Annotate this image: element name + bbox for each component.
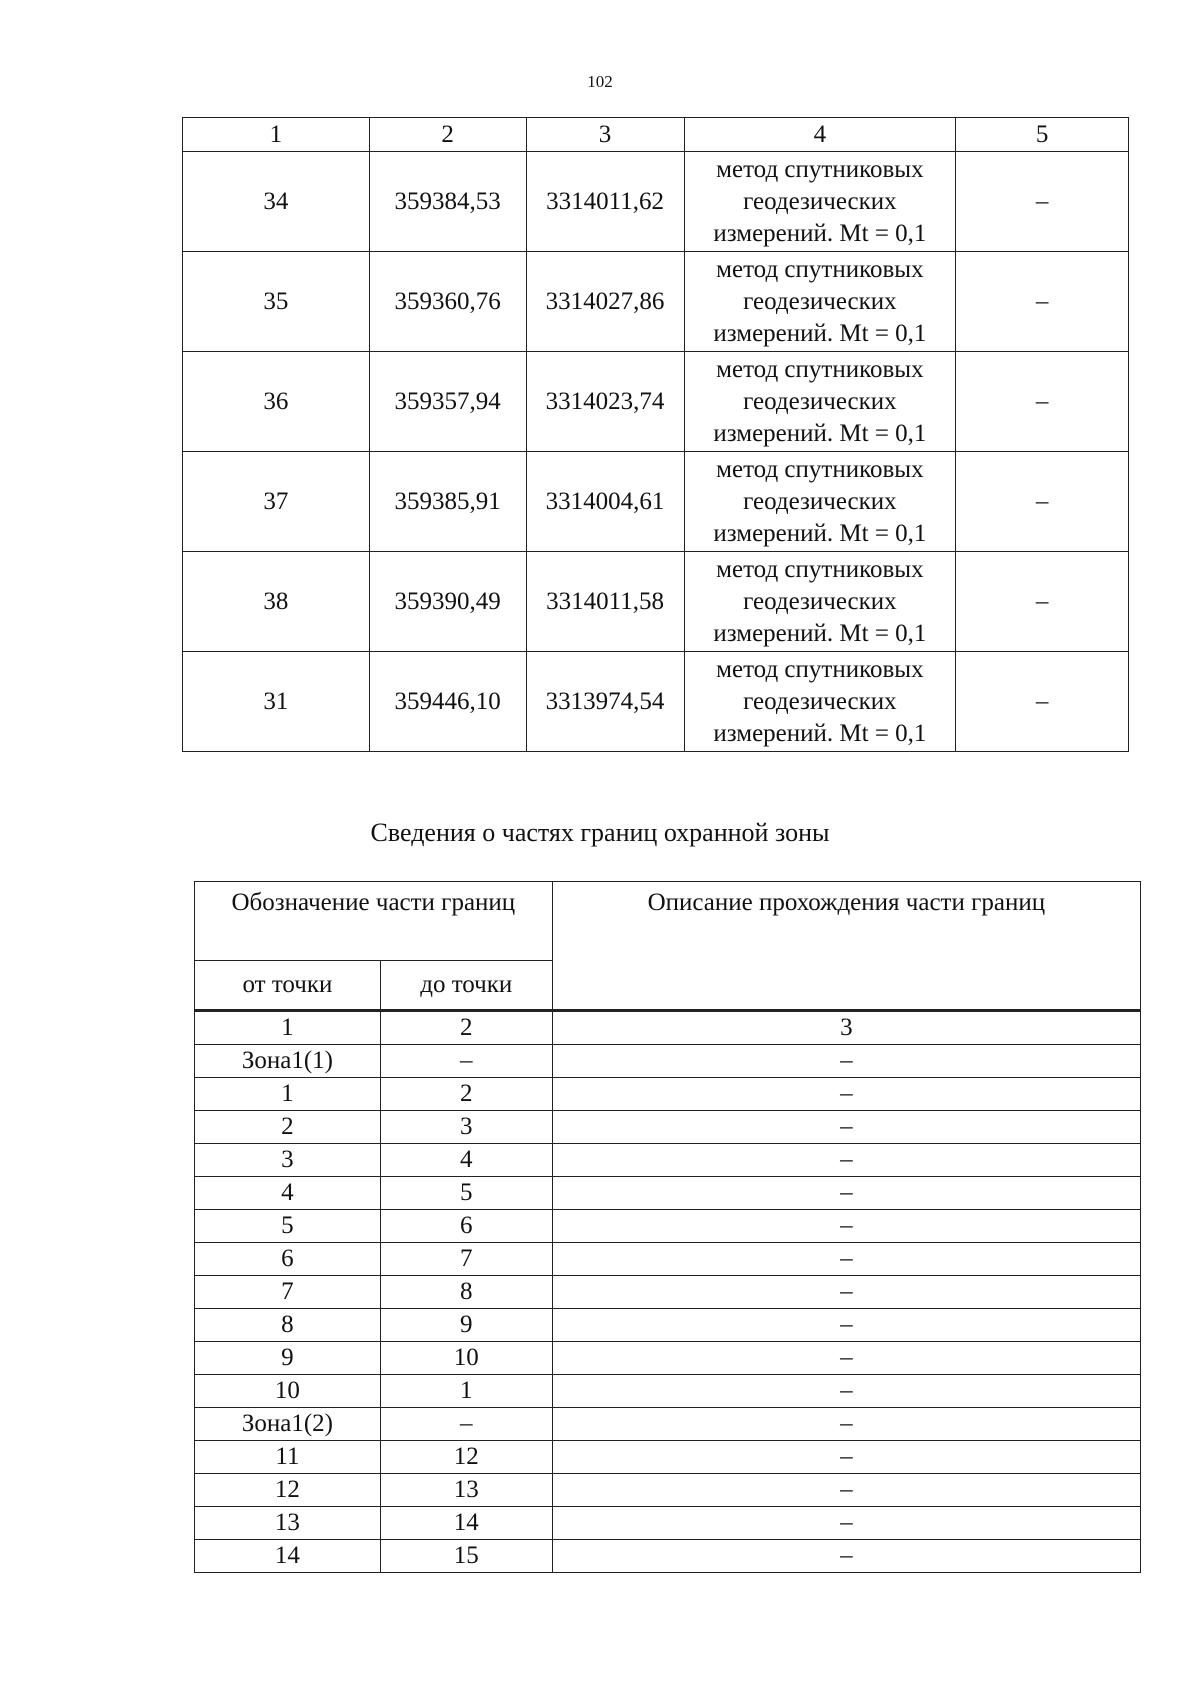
point-cell: 34 xyxy=(183,152,370,252)
method-line: измерений. Mt = 0,1 xyxy=(713,419,927,447)
method-cell xyxy=(684,352,956,452)
parts-row xyxy=(195,1144,1141,1177)
designation-header: Обозначение части границ xyxy=(195,882,553,961)
to-point-cell: 4 xyxy=(380,1144,552,1177)
description-cell: – xyxy=(552,1474,1140,1507)
from-point-cell: 2 xyxy=(195,1111,381,1144)
y-coordinate-cell: 3314011,58 xyxy=(526,552,684,652)
description-cell: – xyxy=(552,1210,1140,1243)
from-point-cell: 12 xyxy=(195,1474,381,1507)
x-coordinate-cell: 359385,91 xyxy=(369,452,526,552)
description-cell: – xyxy=(552,1276,1140,1309)
description-cell: – xyxy=(552,1441,1140,1474)
parts-section-title: Сведения о частях границ охранной зоны xyxy=(370,818,830,847)
parts-row xyxy=(195,1342,1141,1375)
description-cell: – xyxy=(552,1375,1140,1408)
parts-row xyxy=(195,1210,1141,1243)
parts-row xyxy=(195,1540,1141,1573)
method-line: метод спутниковых xyxy=(716,655,924,683)
point-cell: 35 xyxy=(183,252,370,352)
method-line: измерений. Mt = 0,1 xyxy=(713,519,927,547)
to-point-cell: 5 xyxy=(380,1177,552,1210)
to-point-cell: 14 xyxy=(380,1507,552,1540)
parts-row xyxy=(195,1441,1141,1474)
boundary-parts-table xyxy=(194,881,1141,1573)
from-point-cell: 14 xyxy=(195,1540,381,1573)
from-point-cell: 8 xyxy=(195,1309,381,1342)
description-cell: – xyxy=(552,1111,1140,1144)
from-point-header: от точки xyxy=(195,961,381,1011)
y-coordinate-cell: 3313974,54 xyxy=(526,652,684,752)
method-line: измерений. Mt = 0,1 xyxy=(713,219,927,247)
method-cell xyxy=(684,152,956,252)
coordinates-row xyxy=(183,152,1129,252)
parts-row xyxy=(195,1507,1141,1540)
parts-row xyxy=(195,1408,1141,1441)
from-point-cell: 11 xyxy=(195,1441,381,1474)
parts-row xyxy=(195,1177,1141,1210)
to-point-cell: 9 xyxy=(380,1309,552,1342)
coordinates-table xyxy=(182,117,1129,752)
to-point-cell: 7 xyxy=(380,1243,552,1276)
x-coordinate-cell: 359446,10 xyxy=(369,652,526,752)
from-point-cell: 7 xyxy=(195,1276,381,1309)
from-point-cell: 13 xyxy=(195,1507,381,1540)
y-coordinate-cell: 3314023,74 xyxy=(526,352,684,452)
y-coordinate-cell: 3314011,62 xyxy=(526,152,684,252)
x-coordinate-cell: 359357,94 xyxy=(369,352,526,452)
method-line: измерений. Mt = 0,1 xyxy=(713,619,927,647)
method-cell xyxy=(684,252,956,352)
column-number-5: 5 xyxy=(956,118,1129,152)
parts-row xyxy=(195,1276,1141,1309)
coordinates-row xyxy=(183,452,1129,552)
y-coordinate-cell: 3314027,86 xyxy=(526,252,684,352)
method-line: геодезических xyxy=(743,187,897,215)
parts-row xyxy=(195,1375,1141,1408)
note-cell: – xyxy=(956,252,1129,352)
coordinates-header-row xyxy=(183,118,1129,152)
method-cell xyxy=(684,652,956,752)
x-coordinate-cell: 359360,76 xyxy=(369,252,526,352)
description-cell: – xyxy=(552,1243,1140,1276)
description-cell: – xyxy=(552,1507,1140,1540)
parts-row xyxy=(195,1474,1141,1507)
to-point-cell: 12 xyxy=(380,1441,552,1474)
column-number-2: 2 xyxy=(380,1011,552,1045)
point-cell: 31 xyxy=(183,652,370,752)
description-cell: – xyxy=(552,1177,1140,1210)
description-cell: – xyxy=(552,1408,1140,1441)
description-cell: – xyxy=(552,1309,1140,1342)
description-cell: – xyxy=(552,1078,1140,1111)
to-point-cell: 8 xyxy=(380,1276,552,1309)
from-point-cell: 4 xyxy=(195,1177,381,1210)
to-point-cell: – xyxy=(380,1408,552,1441)
method-line: метод спутниковых xyxy=(716,255,924,283)
from-point-cell: 10 xyxy=(195,1375,381,1408)
to-point-cell: 1 xyxy=(380,1375,552,1408)
point-cell: 37 xyxy=(183,452,370,552)
point-cell: 36 xyxy=(183,352,370,452)
method-line: метод спутниковых xyxy=(716,455,924,483)
description-cell: – xyxy=(552,1144,1140,1177)
column-number-3: 3 xyxy=(526,118,684,152)
method-cell xyxy=(684,452,956,552)
y-coordinate-cell: 3314004,61 xyxy=(526,452,684,552)
parts-column-number-row xyxy=(195,1011,1141,1045)
to-point-cell: 3 xyxy=(380,1111,552,1144)
coordinates-row xyxy=(183,252,1129,352)
description-header: Описание прохождения части границ xyxy=(552,882,1140,1011)
from-point-cell: Зона1(2) xyxy=(195,1408,381,1441)
method-line: геодезических xyxy=(743,487,897,515)
parts-row xyxy=(195,1309,1141,1342)
to-point-cell: 15 xyxy=(380,1540,552,1573)
to-point-header: до точки xyxy=(380,961,552,1011)
column-number-3: 3 xyxy=(552,1011,1140,1045)
from-point-cell: 9 xyxy=(195,1342,381,1375)
method-line: измерений. Mt = 0,1 xyxy=(713,719,927,747)
column-number-1: 1 xyxy=(183,118,370,152)
parts-row xyxy=(195,1045,1141,1078)
from-point-cell: Зона1(1) xyxy=(195,1045,381,1078)
coordinates-row xyxy=(183,552,1129,652)
to-point-cell: 13 xyxy=(380,1474,552,1507)
column-number-1: 1 xyxy=(195,1011,381,1045)
parts-row xyxy=(195,1243,1141,1276)
method-line: геодезических xyxy=(743,587,897,615)
note-cell: – xyxy=(956,452,1129,552)
note-cell: – xyxy=(956,652,1129,752)
method-line: метод спутниковых xyxy=(716,555,924,583)
parts-row xyxy=(195,1111,1141,1144)
from-point-cell: 5 xyxy=(195,1210,381,1243)
parts-header-row xyxy=(195,882,1141,961)
column-number-2: 2 xyxy=(369,118,526,152)
method-line: геодезических xyxy=(743,387,897,415)
note-cell: – xyxy=(956,352,1129,452)
from-point-cell: 1 xyxy=(195,1078,381,1111)
method-line: метод спутниковых xyxy=(716,155,924,183)
method-line: метод спутниковых xyxy=(716,355,924,383)
column-number-4: 4 xyxy=(684,118,956,152)
description-cell: – xyxy=(552,1342,1140,1375)
from-point-cell: 6 xyxy=(195,1243,381,1276)
coordinates-row xyxy=(183,652,1129,752)
to-point-cell: 6 xyxy=(380,1210,552,1243)
from-point-cell: 3 xyxy=(195,1144,381,1177)
point-cell: 38 xyxy=(183,552,370,652)
method-line: геодезических xyxy=(743,687,897,715)
description-cell: – xyxy=(552,1540,1140,1573)
to-point-cell: 10 xyxy=(380,1342,552,1375)
x-coordinate-cell: 359390,49 xyxy=(369,552,526,652)
x-coordinate-cell: 359384,53 xyxy=(369,152,526,252)
note-cell: – xyxy=(956,152,1129,252)
coordinates-row xyxy=(183,352,1129,452)
parts-row xyxy=(195,1078,1141,1111)
description-cell: – xyxy=(552,1045,1140,1078)
to-point-cell: – xyxy=(380,1045,552,1078)
note-cell: – xyxy=(956,552,1129,652)
method-line: геодезических xyxy=(743,287,897,315)
method-cell xyxy=(684,552,956,652)
method-line: измерений. Mt = 0,1 xyxy=(713,319,927,347)
page-number: 102 xyxy=(587,72,613,91)
to-point-cell: 2 xyxy=(380,1078,552,1111)
